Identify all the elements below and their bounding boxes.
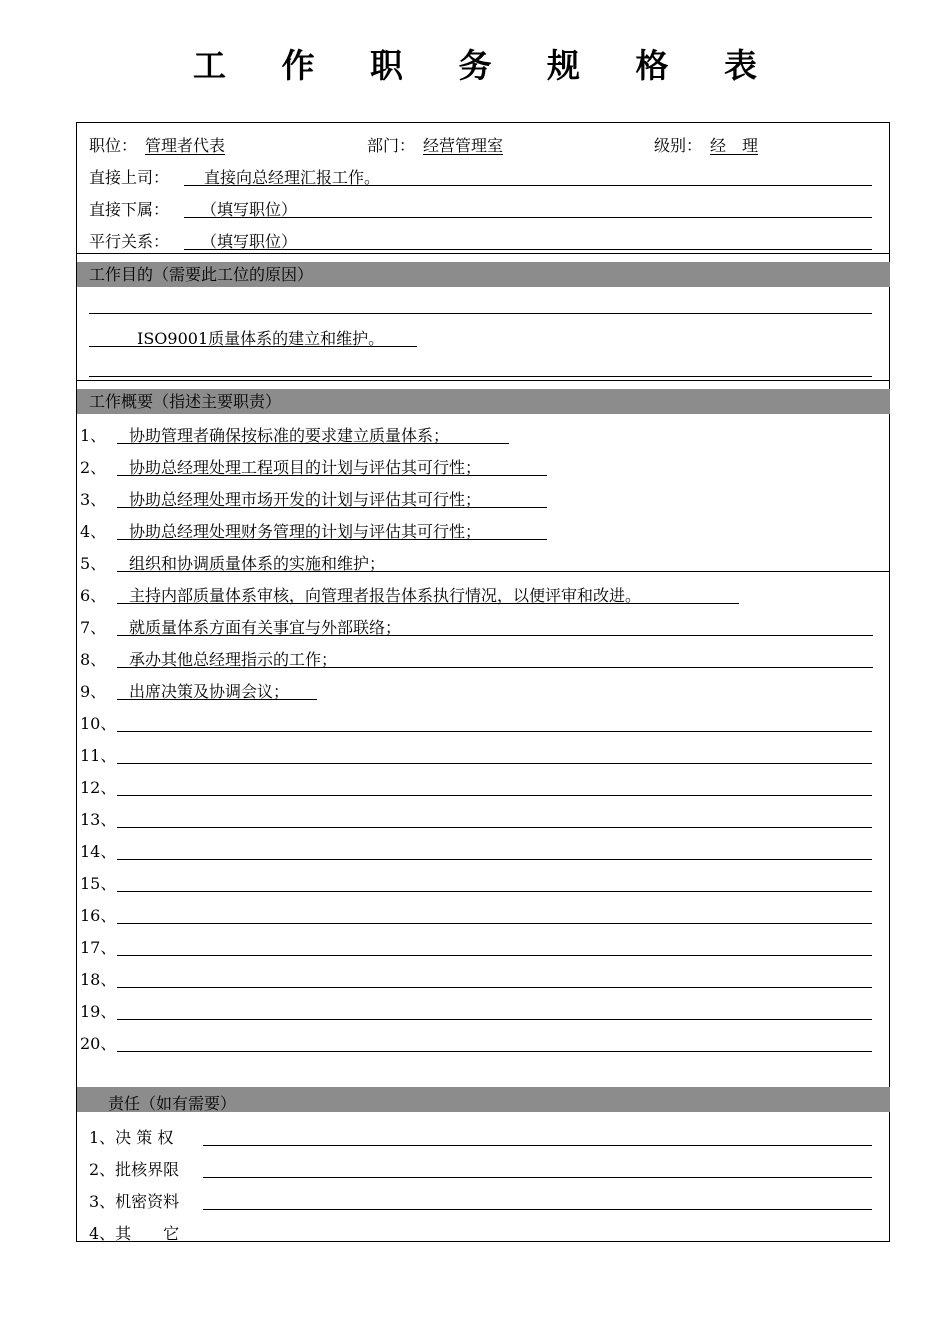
summary-item-underline [117, 763, 872, 764]
summary-item-text[interactable]: 协助总经理处理工程项目的计划与评估其可行性； [129, 458, 482, 477]
summary-item-underline [117, 891, 872, 892]
summary-item-underline [117, 1051, 872, 1052]
summary-item-text[interactable]: 协助总经理处理财务管理的计划与评估其可行性； [129, 522, 482, 541]
purpose-heading: 工作目的（需要此工位的原因） [89, 265, 314, 284]
summary-item-text[interactable]: 协助管理者确保按标准的要求建立质量体系； [129, 426, 450, 445]
summary-item-number: 17、 [80, 938, 117, 957]
summary-item-number: 18、 [80, 970, 117, 989]
summary-item-number: 7、 [80, 618, 107, 637]
summary-item-number: 10、 [80, 714, 117, 733]
parallel-label: 平行关系： [89, 232, 170, 251]
summary-item-number: 6、 [80, 586, 107, 605]
section-divider [76, 253, 890, 254]
purpose-line [89, 376, 872, 377]
summary-item-number: 1、 [80, 426, 107, 445]
purpose-line [89, 313, 872, 314]
summary-item-underline [117, 955, 872, 956]
summary-item-underline [117, 859, 872, 860]
summary-item-underline [117, 443, 509, 444]
summary-item-underline [117, 987, 872, 988]
subordinate-label: 直接下属： [89, 200, 170, 219]
summary-item-number: 4、 [80, 522, 107, 541]
parallel-field[interactable]: （填写职位） [201, 232, 298, 251]
summary-heading-band [77, 389, 890, 414]
purpose-heading-band [77, 262, 890, 287]
summary-item-underline [117, 571, 889, 572]
summary-item-underline [117, 923, 872, 924]
level-label: 级别： [654, 136, 703, 155]
superior-underline [184, 185, 872, 186]
summary-item-number: 5、 [80, 554, 107, 573]
summary-item-text[interactable]: 协助总经理处理市场开发的计划与评估其可行性； [129, 490, 482, 509]
position-label: 职位： [89, 136, 138, 155]
summary-item-number: 14、 [80, 842, 117, 861]
responsibility-item-label: 1、决 策 权 [89, 1128, 174, 1147]
summary-item-number: 12、 [80, 778, 117, 797]
position-field[interactable]: 管理者代表 [145, 136, 226, 155]
summary-item-text[interactable]: 主持内部质量体系审核，向管理者报告体系执行情况，以便评审和改进。 [129, 586, 642, 605]
subordinate-field[interactable]: （填写职位） [201, 200, 298, 219]
department-label: 部门： [367, 136, 416, 155]
summary-item-number: 15、 [80, 874, 117, 893]
summary-item-underline [117, 699, 317, 700]
summary-item-underline [117, 731, 872, 732]
summary-item-underline [117, 1019, 872, 1020]
summary-item-underline [117, 507, 547, 508]
page-title: 工 作 职 务 规 格 表 [193, 46, 779, 85]
summary-item-text[interactable]: 组织和协调质量体系的实施和维护； [129, 554, 386, 573]
responsibility-item-underline [203, 1145, 872, 1146]
parallel-underline [184, 249, 872, 250]
summary-item-underline [117, 795, 872, 796]
purpose-underline [89, 346, 417, 347]
responsibility-item-underline [203, 1241, 872, 1242]
summary-item-number: 13、 [80, 810, 117, 829]
summary-item-text[interactable]: 承办其他总经理指示的工作； [129, 650, 338, 669]
responsibility-heading: 责任（如有需要） [108, 1094, 237, 1113]
responsibility-item-underline [203, 1177, 872, 1178]
summary-item-number: 3、 [80, 490, 107, 509]
superior-label: 直接上司： [89, 168, 170, 187]
purpose-text[interactable]: ISO9001质量体系的建立和维护。 [137, 329, 385, 348]
department-field[interactable]: 经营管理室 [423, 136, 504, 155]
summary-item-number: 16、 [80, 906, 117, 925]
summary-item-underline [117, 603, 739, 604]
responsibility-item-label: 4、其 它 [89, 1224, 180, 1243]
summary-item-number: 8、 [80, 650, 107, 669]
section-divider [76, 380, 890, 381]
summary-item-number: 20、 [80, 1034, 117, 1053]
summary-heading: 工作概要（指述主要职责） [89, 392, 282, 411]
summary-item-underline [117, 475, 547, 476]
summary-item-number: 9、 [80, 682, 107, 701]
responsibility-item-underline [203, 1209, 872, 1210]
responsibility-item-label: 2、批核界限 [89, 1160, 180, 1179]
level-field[interactable]: 经 理 [710, 136, 759, 155]
subordinate-underline [184, 217, 872, 218]
summary-item-underline [117, 827, 872, 828]
superior-field[interactable]: 直接向总经理汇报工作。 [204, 168, 381, 187]
summary-item-underline [117, 667, 873, 668]
summary-item-number: 11、 [80, 746, 117, 765]
summary-item-underline [117, 635, 873, 636]
summary-item-underline [117, 539, 547, 540]
summary-item-number: 19、 [80, 1002, 117, 1021]
summary-item-number: 2、 [80, 458, 107, 477]
summary-item-text[interactable]: 出席决策及协调会议； [129, 682, 290, 701]
responsibility-item-label: 3、机密资料 [89, 1192, 180, 1211]
responsibility-heading-band [77, 1087, 890, 1112]
summary-item-text[interactable]: 就质量体系方面有关事宜与外部联络； [129, 618, 402, 637]
